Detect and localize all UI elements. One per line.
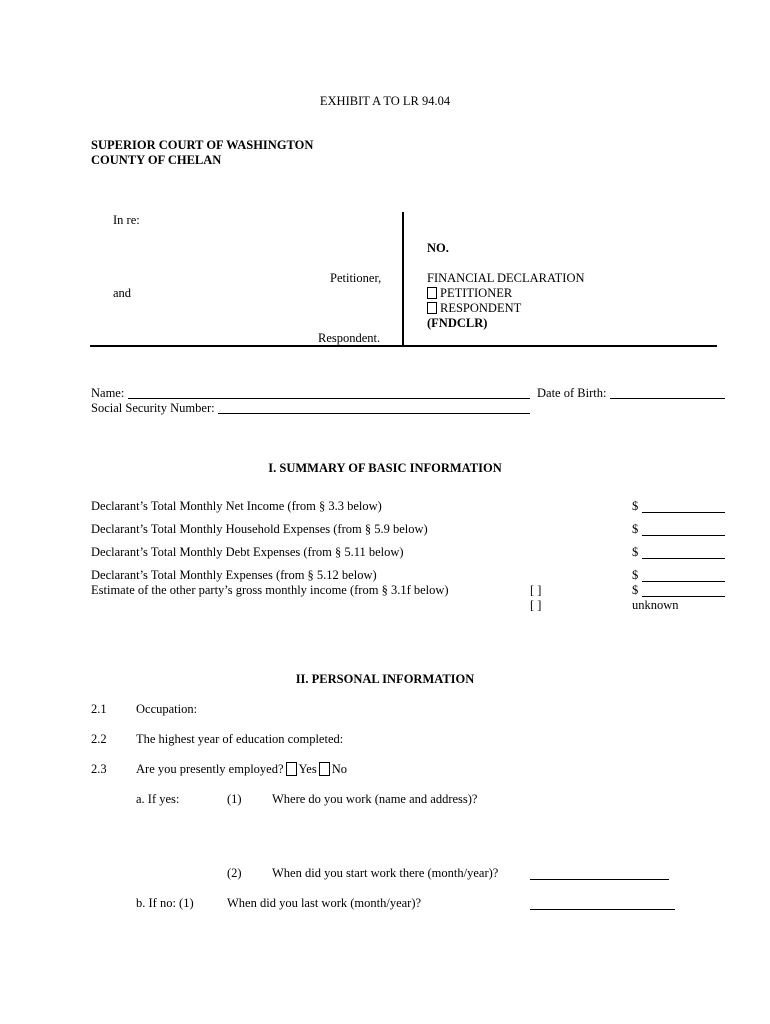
yes-label: Yes	[298, 762, 317, 776]
other-party-income-checkbox[interactable]: [ ]	[530, 583, 542, 597]
unknown-label: unknown	[632, 598, 679, 612]
dob-label: Date of Birth:	[537, 386, 607, 400]
petitioner-checkbox[interactable]	[427, 287, 437, 299]
debt-expenses-label: Declarant’s Total Monthly Debt Expenses (from § 5.11 below)	[91, 545, 404, 559]
total-expenses-label: Declarant’s Total Monthly Expenses (from § 5.12 below)	[91, 568, 377, 582]
start-work-field[interactable]	[530, 865, 669, 880]
no-label: No	[331, 762, 348, 776]
employed-yes-checkbox[interactable]	[286, 762, 297, 776]
ssn-field[interactable]	[218, 399, 530, 414]
education-label: The highest year of education completed:	[136, 732, 344, 746]
net-income-label: Declarant’s Total Monthly Net Income (from § 3.3 below)	[91, 499, 382, 513]
county-name: COUNTY OF CHELAN	[91, 153, 222, 167]
other-party-income-field[interactable]	[642, 582, 725, 597]
household-expenses-currency: $	[632, 522, 639, 536]
item-2-2-number: 2.2	[91, 732, 107, 746]
and-label: and	[113, 286, 132, 300]
caption-divider	[402, 212, 404, 346]
exhibit-title: EXHIBIT A TO LR 94.04	[319, 94, 451, 108]
employed-question	[136, 762, 347, 777]
last-work-label: When did you last work (month/year)?	[227, 896, 422, 910]
last-work-field[interactable]	[530, 895, 675, 910]
in-re-label: In re:	[113, 213, 140, 227]
other-party-income-label: Estimate of the other party’s gross monthly income (from § 3.1f below)	[91, 583, 449, 597]
start-work-label: When did you start work there (month/year)?	[272, 866, 499, 880]
petitioner-option[interactable]: PETITIONER	[427, 286, 512, 301]
employed-label: Are you presently employed?	[136, 762, 284, 776]
item-2-1-number: 2.1	[91, 702, 107, 716]
unknown-checkbox[interactable]: [ ]	[530, 598, 542, 612]
document-code: (FNDCLR)	[427, 316, 488, 330]
respondent-label: Respondent.	[318, 331, 381, 345]
household-expenses-label: Declarant’s Total Monthly Household Expenses (from § 5.9 below)	[91, 522, 428, 536]
section2-title: II. PERSONAL INFORMATION	[295, 672, 475, 686]
net-income-field[interactable]	[642, 498, 725, 513]
employed-no-checkbox[interactable]	[319, 762, 330, 776]
petitioner-label: Petitioner,	[330, 271, 382, 285]
dob-field[interactable]	[610, 384, 725, 399]
court-name: SUPERIOR COURT OF WASHINGTON	[91, 138, 314, 152]
total-expenses-field[interactable]	[642, 567, 725, 582]
sub1-number: (1)	[227, 792, 242, 806]
debt-expenses-field[interactable]	[642, 544, 725, 559]
case-number-label: NO.	[427, 241, 449, 255]
total-expenses-currency: $	[632, 568, 639, 582]
if-yes-label: a. If yes:	[136, 792, 180, 806]
item-2-3-number: 2.3	[91, 762, 107, 776]
net-income-currency: $	[632, 499, 639, 513]
work-location-label: Where do you work (name and address)?	[272, 792, 478, 806]
name-label: Name:	[91, 386, 125, 400]
respondent-option[interactable]: RESPONDENT	[427, 301, 521, 316]
section1-title: I. SUMMARY OF BASIC INFORMATION	[268, 461, 502, 475]
debt-expenses-currency: $	[632, 545, 639, 559]
name-field[interactable]	[128, 384, 530, 399]
household-expenses-field[interactable]	[642, 521, 725, 536]
other-party-income-currency: $	[632, 583, 639, 597]
if-no-label: b. If no: (1)	[136, 896, 194, 910]
respondent-checkbox[interactable]	[427, 302, 437, 314]
document-title: FINANCIAL DECLARATION	[427, 271, 585, 285]
ssn-label: Social Security Number:	[91, 401, 215, 415]
sub2-number: (2)	[227, 866, 242, 880]
occupation-label: Occupation:	[136, 702, 198, 716]
caption-bottom-rule	[90, 345, 717, 347]
